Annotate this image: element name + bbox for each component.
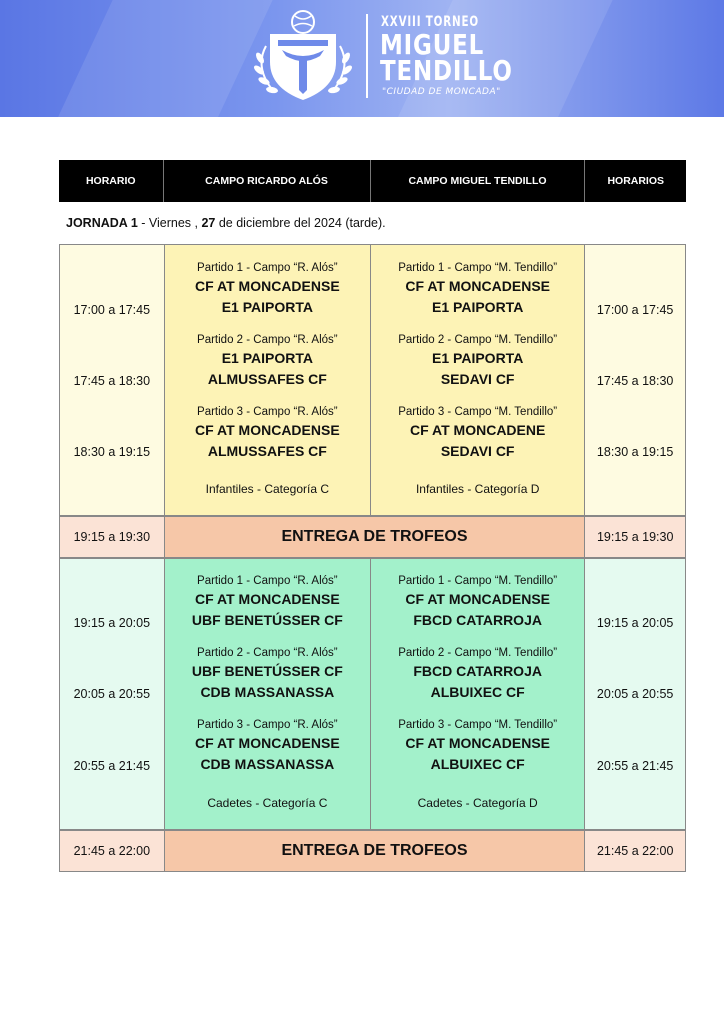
campo-miguel-tendillo-column [370,245,584,515]
match-team-home: CF AT MONCADENSE [195,591,340,607]
time-slot: 20:55 a 21:45 [73,759,151,773]
match-team-home: E1 PAIPORTA [432,350,524,366]
category-label: Infantiles - Categoría D [415,482,540,496]
jornada-day: 27 [201,216,216,230]
time-slot: 19:15 a 20:05 [596,616,674,630]
match-team-home: CF AT MONCADENSE [195,735,340,751]
match-label: Partido 1 - Campo “R. Alós” [197,575,338,587]
time-slot: 19:15 a 19:30 [73,530,151,544]
match-card [165,573,370,631]
time-slot: 21:45 a 22:00 [73,844,151,858]
category-label: Cadetes - Categoría C [207,796,328,810]
match-label: Partido 1 - Campo “M. Tendillo” [398,262,558,274]
banner-divider [366,14,368,98]
jornada-date-rest: de diciembre del 2024 (tarde). [215,216,386,230]
match-label: Partido 2 - Campo “R. Alós” [197,334,338,346]
category-label: Cadetes - Categoría D [417,796,538,810]
trophy-label-cell [164,517,585,557]
header-campo-miguel-tendillo: CAMPO MIGUEL TENDILLO [371,160,586,202]
trophy-time-right [584,517,685,557]
match-team-home: CF AT MONCADENSE [195,278,340,294]
tournament-crest-logo [248,6,358,106]
header-banner [0,0,724,117]
match-team-away: CDB MASSANASSA [200,756,335,772]
match-team-away: ALBUIXEC CF [430,684,525,700]
match-card [371,645,584,703]
trophy-label: ENTREGA DE TROFEOS [281,842,468,859]
match-team-away: ALMUSSAFES CF [207,443,327,459]
match-team-home: CF AT MONCADENSE [405,735,550,751]
time-column-left [60,245,164,515]
match-team-home: CF AT MONCADENE [410,422,546,438]
match-team-away: E1 PAIPORTA [432,299,524,315]
match-card [165,717,370,775]
time-slot: 21:45 a 22:00 [596,844,674,858]
match-team-home: E1 PAIPORTA [221,350,313,366]
banner-subtitle: "CIUDAD DE MONCADA" [382,87,501,97]
time-slot: 19:15 a 19:30 [596,530,674,544]
jornada-label: JORNADA 1 [66,216,138,230]
match-card [165,404,370,462]
match-card [165,645,370,703]
time-slot: 20:55 a 21:45 [596,759,674,773]
schedule-block-infantiles [59,244,686,516]
match-team-away: E1 PAIPORTA [221,299,313,315]
schedule-block-cadetes [59,558,686,830]
match-card [371,404,584,462]
match-label: Partido 2 - Campo “R. Alós” [197,647,338,659]
match-card [165,332,370,390]
match-team-away: CDB MASSANASSA [200,684,335,700]
trophy-time-left [60,517,164,557]
time-slot: 20:05 a 20:55 [596,687,674,701]
time-column-left [60,559,164,829]
trophy-row [59,830,686,872]
banner-edition: XXVIII TORNEO [381,14,479,30]
match-card [371,332,584,390]
match-team-away: ALBUIXEC CF [430,756,525,772]
match-card [165,260,370,318]
match-label: Partido 2 - Campo “M. Tendillo” [398,647,558,659]
match-label: Partido 3 - Campo “M. Tendillo” [398,406,558,418]
header-horario: HORARIO [59,160,164,202]
time-slot: 18:30 a 19:15 [596,445,674,459]
header-horarios: HORARIOS [607,175,665,187]
time-slot: 17:45 a 18:30 [73,374,151,388]
trophy-row [59,516,686,558]
match-label: Partido 2 - Campo “M. Tendillo” [398,334,558,346]
time-slot: 20:05 a 20:55 [73,687,151,701]
match-card [371,573,584,631]
match-label: Partido 1 - Campo “M. Tendillo” [398,575,558,587]
match-team-home: CF AT MONCADENSE [405,278,550,294]
match-card [371,260,584,318]
campo-miguel-tendillo-column [370,559,584,829]
match-label: Partido 1 - Campo “R. Alós” [197,262,338,274]
time-slot: 19:15 a 20:05 [73,616,151,630]
banner-title-line1: MIGUEL [380,28,485,61]
match-label: Partido 3 - Campo “R. Alós” [197,406,338,418]
jornada-weekday: - Viernes , [137,216,202,230]
match-team-away: UBF BENETÚSSER CF [191,612,343,628]
match-team-away: SEDAVI CF [440,371,515,387]
table-header [59,160,686,202]
trophy-label-cell [164,831,585,871]
match-team-home: CF AT MONCADENSE [405,591,550,607]
time-slot: 17:00 a 17:45 [596,303,674,317]
time-slot: 17:00 a 17:45 [73,303,151,317]
match-team-away: FBCD CATARROJA [413,612,542,628]
match-label: Partido 3 - Campo “R. Alós” [197,719,338,731]
match-label: Partido 3 - Campo “M. Tendillo” [398,719,558,731]
campo-ricardo-alos-column [164,559,370,829]
trophy-label: ENTREGA DE TROFEOS [281,528,468,545]
banner-title-line2: TENDILLO [380,54,513,87]
time-slot: 18:30 a 19:15 [73,445,151,459]
trophy-time-left [60,831,164,871]
jornada-line [66,216,386,230]
match-team-away: ALMUSSAFES CF [207,371,327,387]
match-team-home: CF AT MONCADENSE [195,422,340,438]
match-team-home: FBCD CATARROJA [413,663,542,679]
header-campo-ricardo-alos: CAMPO RICARDO ALÓS [164,160,371,202]
campo-ricardo-alos-column [164,245,370,515]
match-card [371,717,584,775]
trophy-time-right [584,831,685,871]
time-column-right [584,559,685,829]
time-column-right [584,245,685,515]
category-label: Infantiles - Categoría C [205,482,330,496]
time-slot: 17:45 a 18:30 [596,374,674,388]
match-team-home: UBF BENETÚSSER CF [191,663,343,679]
match-team-away: SEDAVI CF [440,443,515,459]
